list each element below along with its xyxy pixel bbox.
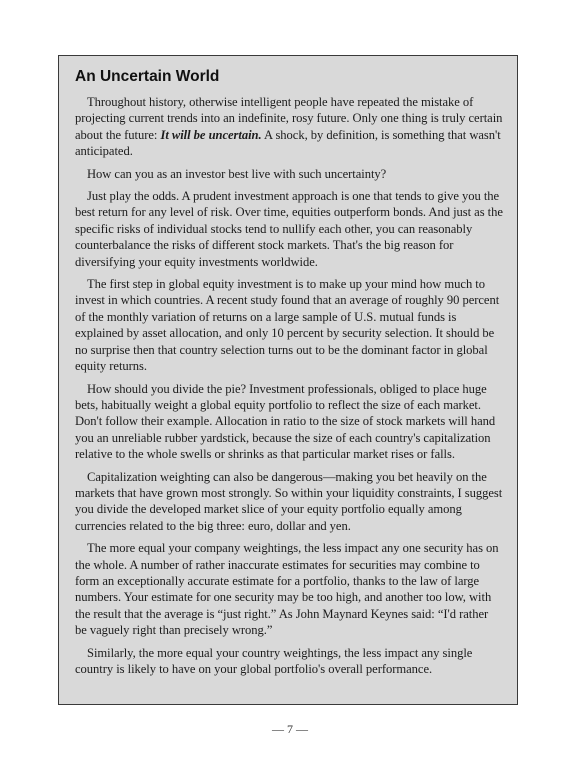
paragraph-1 bbox=[75, 94, 503, 160]
paragraph-7: The more equal your company weightings, the less impact any one security has on the whole. A number of rather inaccurate estimates for securities may combine to form an exceptionally accurate estimate for a portfolio, thanks to the law of large numbers. Your estimate for one security may be too high, and another too low, with the result that the average is “just right.” As John Maynard Keynes said: “I'd rather be vaguely right than precisely wrong.” bbox=[75, 541, 499, 638]
paragraph-3: Just play the odds. A prudent investment approach is one that tends to give you the best return for any level of risk. Over time, equities outperform bonds. And just as the specific risks of individual stocks tend to nullify each other, you can reasonably counterbalance the risks of different stock markets. That's the big reason for diversifying your equity investments worldwide. bbox=[75, 189, 503, 269]
paragraph-1-text-before: Throughout history, otherwise intelligent people have repeated the mistake of projecting current trends into an indefinite, rosy future. Only one thing is truly certain about the future: bbox=[75, 95, 503, 142]
paragraph-4: The first step in global equity investment is to make up your mind how much to invest in which countries. A recent study found that an average of roughly 90 percent of the monthly variation of returns on a large sample of U.S. mutual funds is explained by asset allocation, and only 10 percent by security selection. It should be no surprise then that country selection turns out to be the dominant factor in global equity returns. bbox=[75, 277, 500, 374]
paragraph-1-text-after: A shock, by definition, is something that wasn't anticipated. bbox=[75, 127, 501, 159]
paragraph-2: How can you as an investor best live with such uncertainty? bbox=[87, 166, 387, 181]
page-number: — 7 — bbox=[272, 722, 308, 736]
paragraph-1-emphasis: It will be uncertain. bbox=[160, 127, 262, 142]
paragraph-5: How should you divide the pie? Investment professionals, obliged to place huge bets, habitually weight a global equity portfolio to reflect the size of each market. Don't follow their example. Allocation in ratio to the size of stock markets will hand you an unreliable rubber yardstick, because the size of each country's capitalization relative to the whole swells or shrinks as that particular market rises or falls. bbox=[75, 381, 496, 462]
sidebar-box bbox=[58, 55, 518, 705]
paragraph-6: Capitalization weighting can also be dangerous—making you bet heavily on the markets that have grown most strongly. So within your liquidity constraints, I suggest you divide the developed market slice of your equity portfolio equally among currencies related to the big three: euro, dollar and yen. bbox=[75, 469, 503, 533]
sidebar-title: An Uncertain World bbox=[75, 68, 220, 85]
paragraph-8: Similarly, the more equal your country weightings, the less impact any single country is likely to have on your global portfolio's overall performance. bbox=[75, 645, 473, 676]
